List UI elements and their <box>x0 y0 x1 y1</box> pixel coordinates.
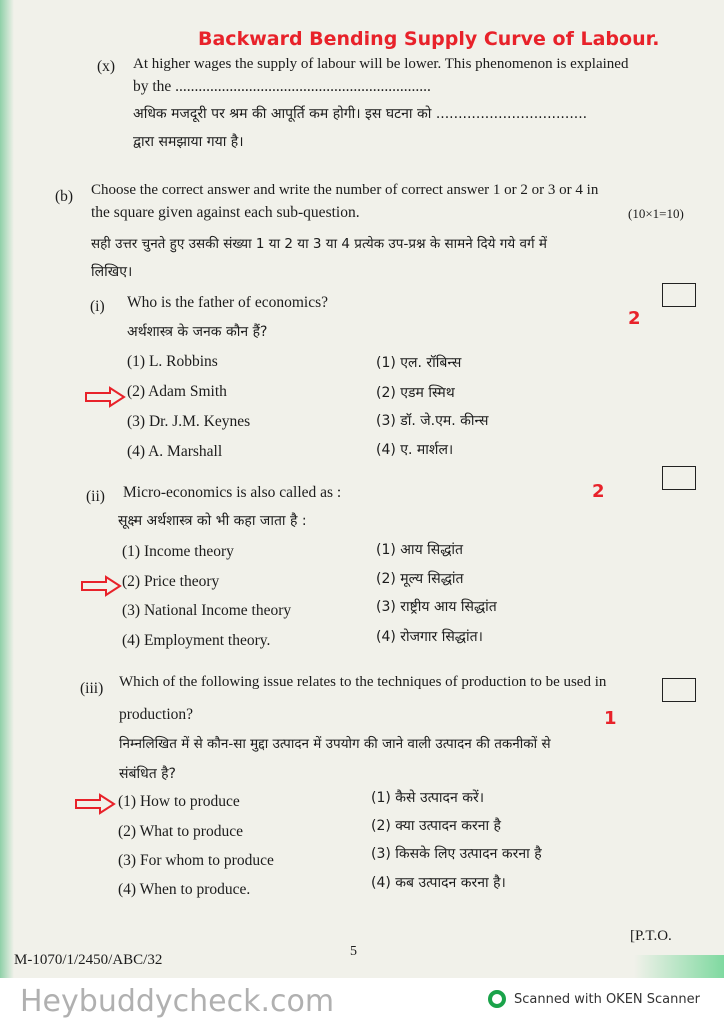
question-ii-number: (ii) <box>86 488 105 505</box>
option-en: (2) Price theory <box>122 573 220 590</box>
question-i-hi: अर्थशास्त्र के जनक कौन हैं? <box>127 324 268 340</box>
question-iii-number: (iii) <box>80 680 104 697</box>
option-en: (4) Employment theory. <box>122 632 271 649</box>
option-hi: (4) कब उत्पादन करना है। <box>371 875 506 891</box>
question-i-en: Who is the father of economics? <box>127 294 328 311</box>
option-en: (1) How to produce <box>118 793 240 810</box>
answer-box-i <box>662 283 696 307</box>
question-x-number: (x) <box>97 58 116 75</box>
pto-label: [P.T.O. <box>630 928 672 944</box>
section-b-en-line1: Choose the correct answer and write the number of correct answer 1 or 2 or 3 or 4 in <box>91 182 599 198</box>
option-en: (2) What to produce <box>118 823 243 840</box>
question-i-number: (i) <box>90 298 105 315</box>
question-iii-en-line1: Which of the following issue relates to the techniques of production to be used in <box>119 674 607 690</box>
arrow-pointer-icon <box>80 575 122 597</box>
question-x-en-line1: At higher wages the supply of labour will be lower. This phenomenon is explained <box>133 56 629 72</box>
section-b-marks: (10×1=10) <box>628 206 684 221</box>
question-iii-answer: 1 <box>604 708 617 729</box>
oken-scanner-logo-icon <box>488 990 506 1008</box>
option-hi: (2) क्या उत्पादन करना है <box>371 818 501 834</box>
option-hi: (1) कैसे उत्पादन करें। <box>371 790 484 806</box>
question-iii-en-line2: production? <box>119 706 194 723</box>
section-b-label: (b) <box>55 188 74 205</box>
section-b-en-line2: the square given against each sub-question. <box>91 204 360 221</box>
arrow-pointer-icon <box>74 793 116 815</box>
answer-box-iii <box>662 678 696 702</box>
option-en: (3) Dr. J.M. Keynes <box>127 413 251 430</box>
question-x-hi-line1: अधिक मजदूरी पर श्रम की आपूर्ति कम होगी। इस घटना को .................................. <box>133 106 588 122</box>
scan-corner <box>634 955 724 978</box>
option-en: (3) For whom to produce <box>118 852 274 869</box>
option-en: (4) When to produce. <box>118 881 251 898</box>
option-en: (2) Adam Smith <box>127 383 227 400</box>
arrow-pointer-icon <box>84 386 126 408</box>
question-iii-hi-line2: संबंधित है? <box>119 766 176 782</box>
option-hi: (1) आय सिद्धांत <box>376 542 464 558</box>
question-x-answer: Backward Bending Supply Curve of Labour. <box>198 28 660 50</box>
scanner-badge <box>488 990 700 1008</box>
option-hi: (4) ए. मार्शल। <box>376 442 454 458</box>
question-ii-en: Micro-economics is also called as : <box>123 484 342 501</box>
question-ii-hi: सूक्ष्म अर्थशास्त्र को भी कहा जाता है : <box>118 513 307 529</box>
question-x-en-line2: by the .................................................................. <box>133 78 431 95</box>
question-ii-answer: 2 <box>592 481 605 502</box>
option-hi: (2) मूल्य सिद्धांत <box>376 571 464 587</box>
answer-box-ii <box>662 466 696 490</box>
option-en: (1) L. Robbins <box>127 353 218 370</box>
section-b-hi-line1: सही उत्तर चुनते हुए उसकी संख्या 1 या 2 या 3 या 4 प्रत्येक उप-प्रश्न के सामने दिये गये वर्ग में <box>91 236 547 252</box>
page-number: 5 <box>350 944 357 959</box>
option-en: (3) National Income theory <box>122 602 292 619</box>
option-en: (4) A. Marshall <box>127 443 223 460</box>
paper-code: M-1070/1/2450/ABC/32 <box>14 952 163 968</box>
question-iii-hi-line1: निम्नलिखित में से कौन-सा मुद्दा उत्पादन में उपयोग की जाने वाली उत्पादन की तकनीकों से <box>119 736 551 752</box>
option-hi: (3) डॉ. जे.एम. कीन्स <box>376 413 489 429</box>
question-x-hi-line2: द्वारा समझाया गया है। <box>133 134 244 150</box>
watermark: Heybuddycheck.com <box>20 984 335 1019</box>
section-b-hi-line2: लिखिए। <box>91 264 133 280</box>
option-hi: (1) एल. रॉबिन्स <box>376 355 462 371</box>
option-hi: (3) राष्ट्रीय आय सिद्धांत <box>376 599 497 615</box>
option-hi: (3) किसके लिए उत्पादन करना है <box>371 846 542 862</box>
option-hi: (2) एडम स्मिथ <box>376 385 455 401</box>
scanner-label: Scanned with OKEN Scanner <box>514 991 700 1007</box>
question-i-answer: 2 <box>628 308 641 329</box>
scan-edge <box>0 0 14 978</box>
option-hi: (4) रोजगार सिद्धांत। <box>376 629 483 645</box>
option-en: (1) Income theory <box>122 543 234 560</box>
